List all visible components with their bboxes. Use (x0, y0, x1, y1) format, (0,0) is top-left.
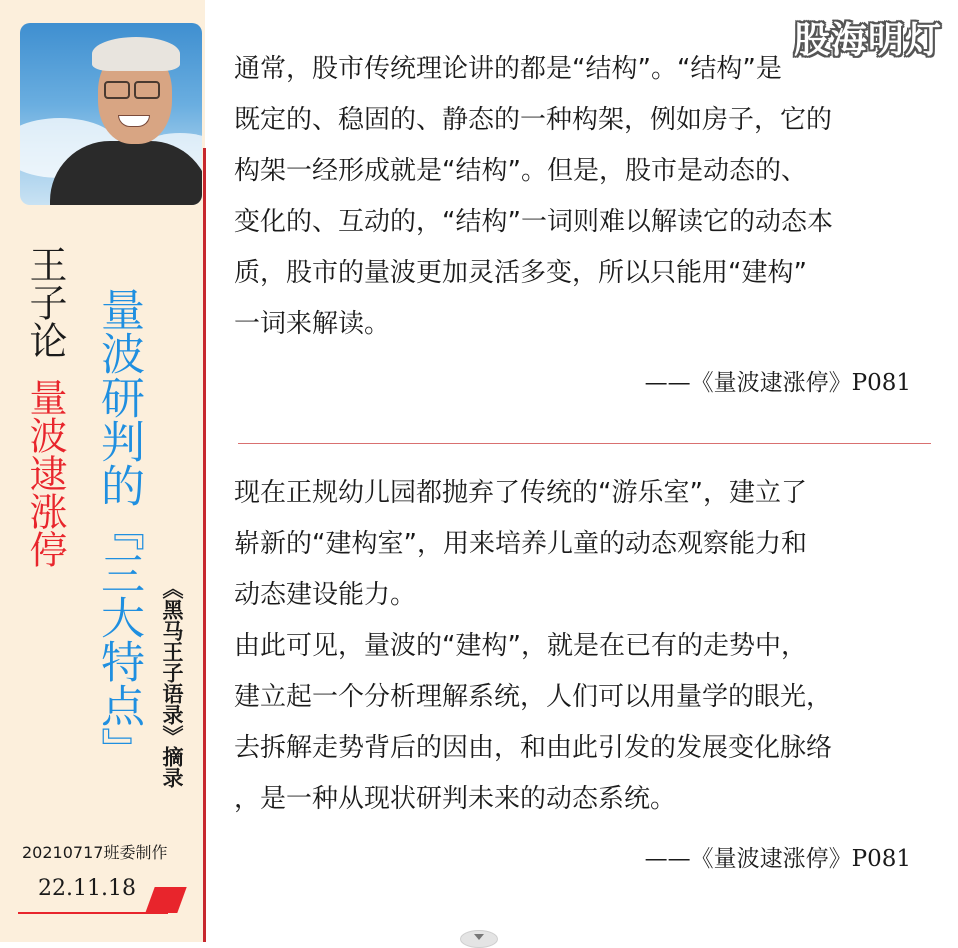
sidebar-divider-line (203, 148, 206, 942)
source-label: 《黑马王子语录》摘录 (160, 578, 185, 788)
photo-glasses (104, 81, 130, 99)
sidebar (0, 0, 205, 942)
author-photo (20, 23, 202, 205)
date-label: 22.11.18 (38, 876, 136, 901)
photo-figure-hair (92, 37, 180, 71)
maker-label: 20210717班委制作 (22, 843, 168, 862)
quote-paragraph-2: 现在正规幼儿园都抛弃了传统的“游乐室”，建立了 崭新的“建构室”，用来培养儿童的动态观察能力和 动态建设能力。 由此可见，量波的“建构”，就是在已有的走势中， 建立起一个分析理解系统，人们可以用量学的眼光， 去拆解走势背后的因由，和由此引发的发展变化脉络 ，是一种从现状研判未来的动态系统。 (234, 478, 833, 814)
watermark-logo: 股海明灯 (793, 20, 942, 61)
quote-citation-2: ——《量波逮涨停》P081 (644, 846, 911, 872)
sidebar-title-red: 量波逮涨停 (23, 378, 67, 568)
quote-citation-1: ——《量波逮涨停》P081 (644, 370, 911, 396)
sidebar-title-blue: 量波研判的『三大特点』 (93, 287, 144, 771)
chevron-down-icon (474, 934, 484, 940)
section-divider (238, 443, 931, 444)
quote-paragraph-1: 通常，股市传统理论讲的都是“结构”。“结构”是 既定的、稳固的、静态的一种构架，例如房子，它的 构架一经形成就是“结构”。但是，股市是动态的、 变化的、互动的，“结构”一词则难以解读它的动态本 质，股市的量波更加灵活多变，所以只能用“建构” 一词来解读。 (234, 54, 833, 339)
photo-glasses (134, 81, 160, 99)
date-flag-decoration (145, 887, 186, 913)
sidebar-title-black: 王子论 (23, 245, 67, 359)
scroll-down-button[interactable] (460, 930, 498, 948)
